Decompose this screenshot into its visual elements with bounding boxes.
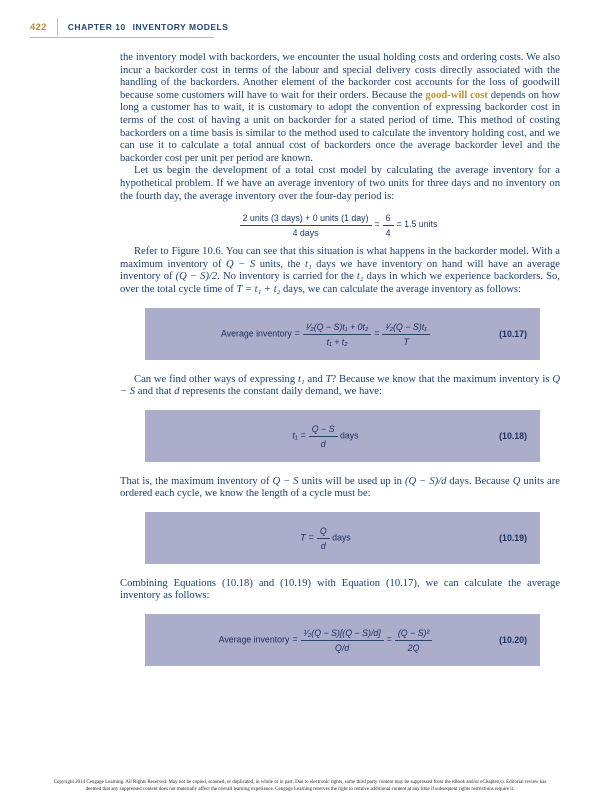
header-rule xyxy=(30,37,214,38)
page-header xyxy=(30,18,228,36)
page-number: 422 xyxy=(30,21,47,33)
equals-sign: = xyxy=(374,327,380,338)
text-segment: T = t₁ + t₂ xyxy=(236,283,281,295)
paragraph-backorder-costs xyxy=(120,52,560,165)
copyright-line-1: Copyright 2014 Cengage Learning. All Rights Reserved. May not be copied, scanned, or duplicated, in whole or in part. Due to electronic rights, some third party content may be suppressed from the eBook and/or eChapter(s). Editorial review has xyxy=(53,780,547,785)
text-segment: depends on how long a customer has to wait, it is customary to adopt the convention of expressing backorder cost in terms of the cost of having a unit on backorder for a stated period of time. This method of costing backorders on a time basis is similar to the method used to calculate the inventory holding cost, and we can use it to calculate a total annual cost of backorders once the average backorder level and the backorder cost per unit per period are known. xyxy=(120,89,561,164)
text-segment: t₁ xyxy=(297,373,305,385)
text-segment: Refer to Figure 10.6. You can see that this situation is what happens in the backorder model. With a maximum inventory of xyxy=(120,246,560,270)
fraction: $\frac{Q - S}{d}$ xyxy=(309,423,338,449)
chapter-label: CHAPTER 10 xyxy=(67,22,126,32)
chapter-title: INVENTORY MODELS xyxy=(132,22,229,32)
text-segment: units are ordered each cycle, we know the length of a cycle must be: xyxy=(120,475,560,500)
equals-sign: = xyxy=(374,219,380,230)
paragraph-average-inventory-intro xyxy=(120,165,560,203)
fraction: $\frac{Q}{d}$ xyxy=(317,525,330,551)
fraction: $\frac{\text{¹⁄₂(Q − S)t₁ + 0t₂}}{\text{t₁ + t₂}}$ xyxy=(303,321,371,347)
text-segment: (Q − S)/d xyxy=(404,475,447,487)
equation-box-10-19 xyxy=(145,512,540,564)
equation-prefix: Average inventory xyxy=(218,634,290,645)
text-segment: Q − S xyxy=(226,258,256,270)
text-segment: units will be used up in xyxy=(298,475,405,487)
header-divider xyxy=(57,18,58,36)
equation-lhs: t₁ xyxy=(292,430,298,441)
fraction: $\frac{\text{2 units (3 days) + 0 units (1 day)}}{\text{4 days}}$ xyxy=(240,212,372,238)
text-segment: the inventory model with backorders, we encounter the usual holding costs and ordering costs. We also incur a backorder cost in terms of the labour and special delivery costs directly associated with the handling of the backorders. Another element of the backorder cost accounts for the loss of goodwill because some customers will have to wait for their orders. Because the xyxy=(120,52,560,101)
text-segment: t₂ xyxy=(356,271,364,283)
equals-sign: = xyxy=(386,634,392,645)
chapter-heading xyxy=(68,22,229,32)
equation-box-10-17 xyxy=(145,308,540,360)
fraction: $\frac{\text{¹⁄₂(Q − S)[(Q − S)/d]}}{Q/d}$ xyxy=(301,627,384,653)
text-segment: d xyxy=(174,386,180,398)
text-segment: ? Because we know that the maximum inventory is xyxy=(331,373,553,385)
text-segment: Combining Equations (10.18) and (10.19) with Equation (10.17), we can calculate the average inventory as follows: xyxy=(120,577,560,602)
text-segment: and that xyxy=(135,386,175,398)
text-segment: Q − S xyxy=(120,373,560,398)
text-segment: and xyxy=(304,373,326,385)
equation-number: (10.17) xyxy=(499,328,527,339)
text-column xyxy=(120,52,560,680)
text-segment: Q − S xyxy=(272,475,299,487)
equation-number: (10.20) xyxy=(499,635,527,646)
fraction: $\frac{6}{4}$ xyxy=(383,212,394,238)
equation-number: (10.19) xyxy=(499,532,527,543)
copyright-footer xyxy=(18,780,582,793)
text-segment: Let us begin the development of a total cost model by calculating the average inventory for a hypothetical problem. If we have an average inventory of two units for three days and no inventory on the fourth day, the average inventory over the four-day period is: xyxy=(120,165,560,202)
equation-suffix: days xyxy=(339,430,359,441)
equals-sign: = xyxy=(300,430,306,441)
equals-sign: = xyxy=(294,327,300,338)
text-segment: That is, the maximum inventory of xyxy=(120,475,273,487)
equation-number: (10.18) xyxy=(499,430,527,441)
text-segment: Can we find other ways of expressing xyxy=(134,373,298,385)
equation-box-10-18 xyxy=(145,410,540,462)
text-segment: days, we can calculate the average inventory as follows: xyxy=(280,283,521,295)
text-segment: represents the constant daily demand, we have: xyxy=(179,386,382,398)
fraction: $\frac{\text{(Q − S)²}}{2Q}$ xyxy=(395,627,433,653)
equation-box-10-20 xyxy=(145,614,540,666)
equals-sign: = xyxy=(292,634,298,645)
equation-prefix: Average inventory xyxy=(221,327,292,338)
fraction: $\frac{\text{¹⁄₂(Q − S)t₁}}{T}$ xyxy=(382,321,430,347)
text-segment: Q xyxy=(512,475,521,487)
paragraph-cycle-length xyxy=(120,476,560,501)
inline-average-inventory-equation xyxy=(120,212,560,238)
text-segment: days in which we experience backorders. So, over the total cycle time of xyxy=(120,271,560,295)
text-segment: days. Because xyxy=(446,475,513,487)
text-segment: T xyxy=(325,373,332,385)
paragraph-combining-equations xyxy=(120,578,560,603)
text-segment: . No inventory is carried for the xyxy=(217,271,357,283)
equals-sign: = xyxy=(308,532,314,543)
paragraph-other-ways xyxy=(120,374,560,399)
highlighted-term: good-will cost xyxy=(425,89,488,101)
equation-suffix: days xyxy=(332,532,351,543)
equation-lhs: T xyxy=(300,532,306,543)
paragraph-figure-reference xyxy=(120,246,560,296)
text-segment: days we have inventory on hand will have an average inventory of xyxy=(120,258,560,283)
equation-result: = 1.5 units xyxy=(396,219,438,230)
text-segment: (Q − S)/2 xyxy=(175,271,218,283)
text-segment: units, the xyxy=(255,258,305,270)
text-segment: t₁ xyxy=(305,258,312,270)
copyright-line-2: deemed that any suppressed content does not materially affect the overall learning experience. Cengage Learning reserves the right to remove additional content at any time if subsequent rights restrictions require it. xyxy=(85,786,515,792)
